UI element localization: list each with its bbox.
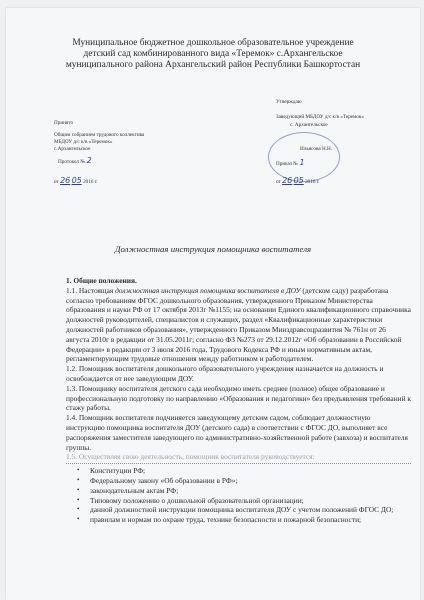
date-year: 2016 г. [83, 179, 98, 185]
protocol-label: Протокол № [58, 159, 86, 165]
list-item-text: законодательным актам РФ; [90, 485, 179, 495]
approve-signatory: Ильясова Н.Н. [300, 146, 333, 152]
list-item [66, 515, 411, 525]
date-day: 26 [282, 176, 293, 185]
list-item [66, 476, 411, 486]
paragraph-1-3: 1.3. Помощнику воспитателя детского сада необходимо иметь среднее (полное) общее образование и профессиональную подготовку по направлению «Образования и педагогики» без предъявления требований к стажу работы. [66, 383, 412, 413]
accepted-label: Принято [54, 120, 74, 126]
date-month: 05 [71, 176, 82, 185]
list-item-text: данной должностной инструкции помощника воспитателя ДОУ с учетом положений ФГОС ДО; [90, 505, 394, 515]
protocol-line [58, 158, 92, 166]
accepted-line-2: МБДОУ д/с к/в «Теремок» [54, 139, 113, 145]
paragraph-1-1-rest: (детском саду) разработана согласно требованиям ФГОС дошкольного образования, утвержденного Приказом Министерства образования и науки РФ от 17 октября 2013г №1155; на основании Единого квалификационного справочника должностей руководителей, специалистов и служащих, раздел «Квалификационные характеристики должностей работников образования», утвержденного Приказом Минздравсоцразвития № 761н от 26 августа 2010г в редакции от 31.05.2011г; согласно ФЗ №273 от 29.12.2012г «Об образовании в Российской Федерации» в редакции от 3 июля 2016 года, Трудового Кодекса РФ и иным нормативным актам, регламентирующим трудовые отношения между работником и работодателем. [66, 285, 411, 364]
document-title: Должностная инструкция помощника воспитателя [114, 244, 312, 254]
approve-date [276, 178, 320, 186]
bullet-icon: • [77, 475, 80, 484]
approve-line-1: Заведующий МБДОУ д/с к/в «Теремок» [276, 114, 365, 120]
list-item [66, 505, 411, 515]
date-month: 05 [293, 176, 304, 185]
paragraph-1-5: 1.5. Осуществляя свою деятельность, помощник воспитателя руководствуется: [66, 452, 315, 462]
list-item [66, 496, 411, 506]
document-body [66, 276, 411, 525]
paragraph-1-1-start: 1.1. Настоящая [66, 285, 116, 295]
section-heading: 1. Общие положения. [66, 276, 137, 285]
organization-header [6, 38, 420, 71]
paragraph-1-1 [66, 286, 411, 364]
document-page [6, 8, 420, 600]
bullet-icon: • [77, 466, 80, 475]
order-label: Приказ № [276, 161, 299, 167]
paragraph-1-4: 1.4. Помощник воспитателя подчиняется заведующему детским садом, соблюдает должностную инструкцию помощника воспитателя ДОУ (детского сада) в соответствии с ФГОС ДО, выполняет все распоряжения заместителя заведующего по административно-хозяйственной работе (завхоза) и воспитателя группы. [66, 413, 408, 452]
date-day: 26 [60, 176, 71, 185]
list-item-text: Конституции РФ; [90, 466, 146, 476]
list-item-text: Федеральному закону «Об образовании в РФ»; [90, 475, 238, 485]
date-prefix: от [54, 179, 59, 185]
header-line-3: муниципального района Архангельский район Республики Башкортостан [65, 60, 361, 70]
approve-label: Утверждаю [276, 99, 302, 105]
bullet-icon: • [77, 495, 80, 504]
list-item-text: Типовому положению о дошкольной образовательной организации; [90, 495, 304, 505]
list-item [66, 466, 411, 476]
bullet-icon: • [77, 505, 80, 514]
date-prefix: от [276, 179, 281, 185]
bullet-icon: • [77, 515, 80, 524]
paragraph-1-1-emphasis: должностная инструкция помощника воспитателя в ДОУ [115, 285, 301, 295]
order-number: 1 [299, 158, 305, 167]
protocol-number: 2 [86, 156, 92, 165]
accepted-line-3: с.Архангельское [54, 146, 91, 152]
header-line-2: детский сад комбинированного вида «Теремок» с.Архангельское [83, 49, 343, 59]
paragraph-1-2: 1.2. Помощник воспитателя дошкольного образовательного учреждения назначается на должность и освобождается от нее заведующим ДОУ. [66, 364, 384, 383]
stamp-seal [268, 132, 340, 182]
list-item [66, 486, 411, 496]
header-line-1: Муниципальное бюджетное дошкольное образовательное учреждение [72, 38, 354, 48]
list-item-text: правилам и нормам по охране труда, технике безопасности и пожарной безопасности; [90, 515, 362, 525]
approve-line-2: с. Архангельское [290, 122, 328, 128]
bullet-icon: • [77, 485, 80, 494]
accepted-line-1: Общим собранием трудового коллектива [54, 132, 145, 138]
accepted-date [54, 178, 98, 186]
guidelines-list [66, 463, 411, 525]
date-year: 2016 г. [305, 179, 320, 185]
order-line [276, 160, 305, 168]
